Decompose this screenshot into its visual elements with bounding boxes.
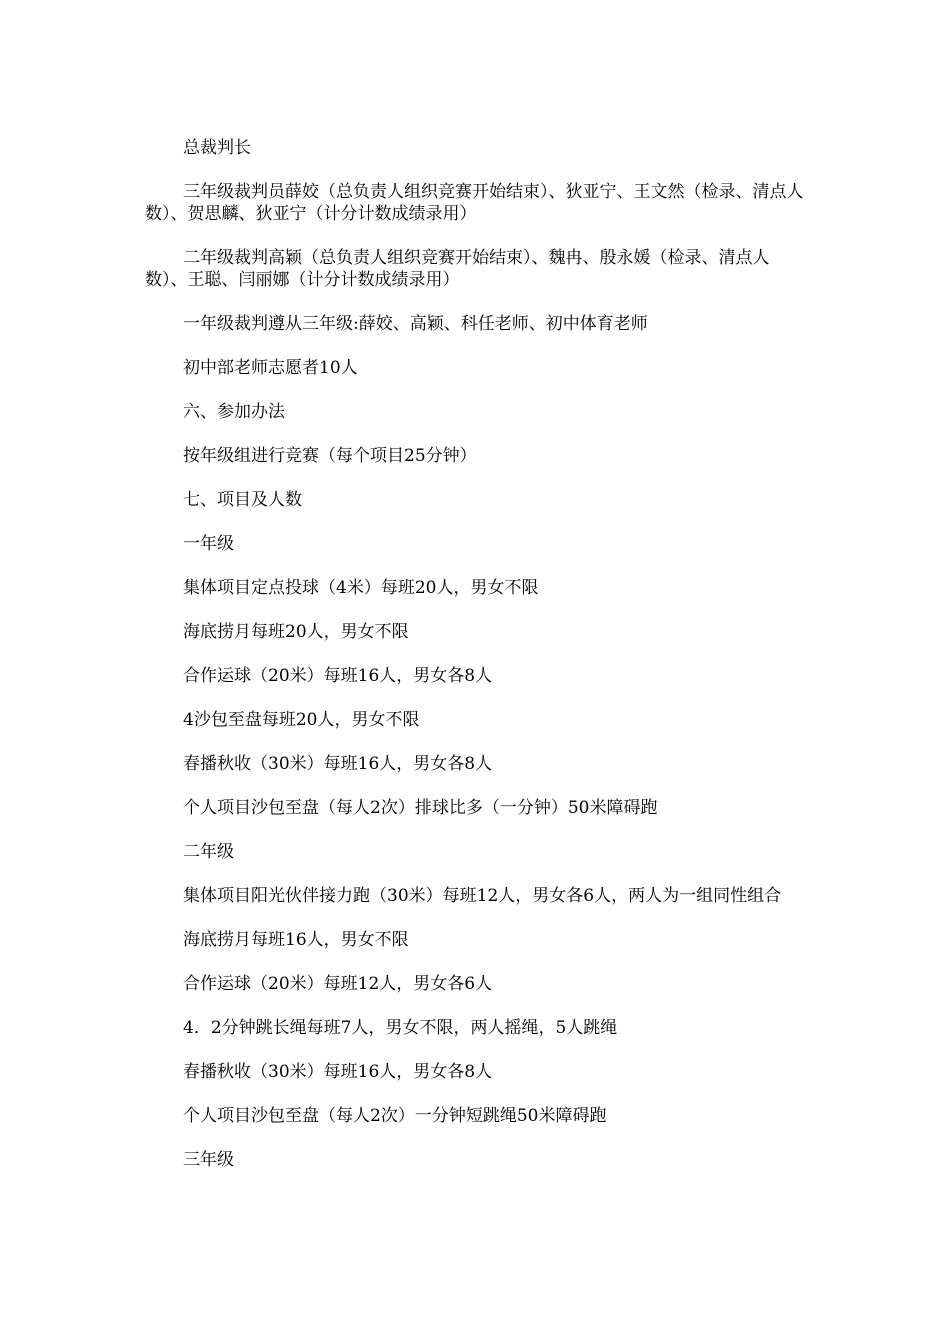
list-item: 4．2分钟跳长绳每班7人，男女不限，两人摇绳，5人跳绳 (183, 1018, 618, 1038)
section-heading-events: 七、项目及人数 (183, 490, 302, 510)
heading-grade1: 一年级 (183, 534, 234, 554)
list-item: 个人项目沙包至盘（每人2次）排球比多（一分钟）50米障碍跑 (183, 798, 658, 818)
list-item: 个人项目沙包至盘（每人2次）一分钟短跳绳50米障碍跑 (183, 1106, 607, 1126)
section-heading-participation: 六、参加办法 (183, 402, 285, 422)
list-item: 春播秋收（30米）每班16人，男女各8人 (183, 754, 493, 774)
paragraph-grade3-referees: 三年级裁判员薛姣（总负责人组织竞赛开始结束）、狄亚宁、王文然（检录、清点人数）、贺思麟、狄亚宁（计分计数成绩录用） (145, 182, 804, 224)
list-item: 4沙包至盘每班20人，男女不限 (183, 710, 420, 730)
paragraph-chief-referee: 总裁判长 (183, 138, 251, 158)
list-item: 海底捞月每班20人，男女不限 (183, 622, 409, 642)
list-item: 合作运球（20米）每班12人，男女各6人 (183, 974, 493, 994)
paragraph-volunteers: 初中部老师志愿者10人 (183, 358, 358, 378)
list-item: 集体项目阳光伙伴接力跑（30米）每班12人，男女各6人，两人为一组同性组合 (183, 886, 782, 906)
paragraph-participation-method: 按年级组进行竞赛（每个项目25分钟） (183, 446, 477, 466)
list-item: 海底捞月每班16人，男女不限 (183, 930, 409, 950)
document-body (145, 137, 807, 1193)
paragraph-grade1-referees: 一年级裁判遵从三年级:薛姣、高颖、科任老师、初中体育老师 (183, 314, 648, 334)
paragraph-grade2-referees: 二年级裁判高颖（总负责人组织竞赛开始结束）、魏冉、殷永媛（检录、清点人数）、王聪、闫丽娜（计分计数成绩录用） (145, 248, 770, 290)
list-item: 春播秋收（30米）每班16人，男女各8人 (183, 1062, 493, 1082)
heading-grade2: 二年级 (183, 842, 234, 862)
list-item: 合作运球（20米）每班16人，男女各8人 (183, 666, 493, 686)
heading-grade3: 三年级 (183, 1150, 234, 1170)
list-item: 集体项目定点投球（4米）每班20人，男女不限 (183, 578, 539, 598)
